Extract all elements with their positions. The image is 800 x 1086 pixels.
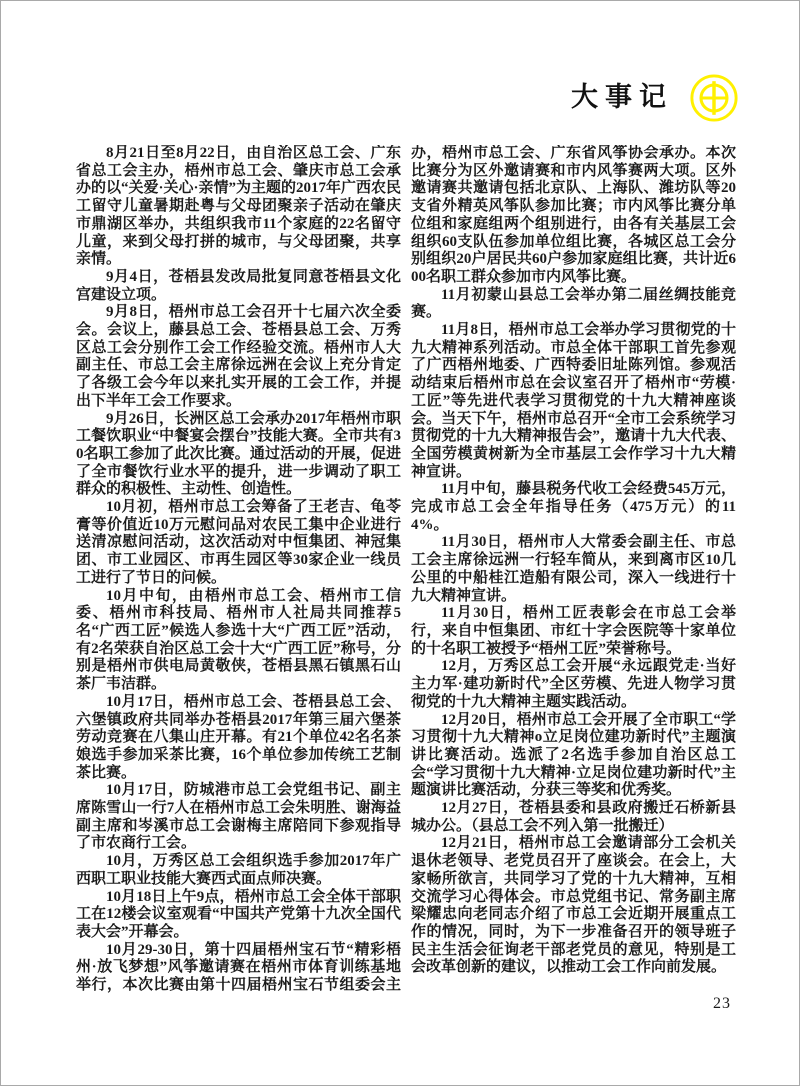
paragraph: 10月17日，防城港市总工会党组书记、副主席陈雪山一行7人在梧州市总工会朱明胜、谢海益副主席和岑溪市总工会谢梅主席陪同下参观指导了市农商行工会。 (76, 782, 401, 852)
paragraph: 12月，万秀区总工会开展“永远跟党走·当好主力军·建功新时代”全区劳模、先进人物学习贯彻党的十九大精神主题实践活动。 (411, 658, 736, 710)
paragraph: 10月初，梧州市总工会筹备了王老吉、龟苓膏等价值近10万元慰问品对农民工集中企业进行送清凉慰问活动，这次活动对中恒集团、神冠集团、市工业园区、市再生园区等30家企业一线员工进行了节日的问候。 (76, 499, 401, 586)
paragraph: 10月17日，梧州市总工会、苍梧县总工会、六堡镇政府共同举办苍梧县2017年第三届六堡茶劳动竞赛在八集山庄开幕。有21个单位42名名茶娘选手参加采茶比赛，16个单位参加传统工艺制茶比赛。 (76, 693, 401, 781)
union-emblem-icon (689, 73, 739, 123)
paragraph: 11月30日，梧州工匠表彰会在市总工会举行，来自中恒集团、市红十字会医院等十家单位的十名职工被授予“梧州工匠”荣誉称号。 (411, 605, 736, 657)
paragraph: 9月4日，苍梧县发改局批复同意苍梧县文化宫建设立项。 (76, 268, 401, 303)
paragraph: 11月30日，梧州市人大常委会副主任、市总工会主席徐远洲一行轻车简从，来到离市区10几公里的中船桂江造船有限公司，深入一线进行十九大精神宣讲。 (411, 534, 736, 604)
paragraph: 9月26日，长洲区总工会承办2017年梧州市职工餐饮职业“中餐宴会摆台”技能大赛。全市共有30名职工参加了此次比赛。通过活动的开展，促进了全市餐饮行业水平的提升，进一步调动了职工群众的积极性、主动性、创造性。 (76, 410, 401, 498)
article-body (76, 145, 736, 997)
paragraph: 12月20日，梧州市总工会开展了全市职工“学习贯彻十九大精神o立足岗位建功新时代”主题演讲比赛活动。选派了2名选手参加自治区总工会“学习贯彻十九大精神·立足岗位建功新时代”主题演讲比赛活动，分获三等奖和优秀奖。 (411, 711, 736, 799)
paragraph: 11月8日，梧州市总工会举办学习贯彻党的十九大精神系列活动。市总全体干部职工首先参观了广西梧州地委、广西特委旧址陈列馆。参观活动结束后梧州市总在会议室召开了梧州市“劳模·工匠”等先进代表学习贯彻党的十九大精神座谈会。当天下午，梧州市总召开“全市工会系统学习贯彻党的十九大精神报告会”，邀请十九大代表、全国劳模黄树新为全市基层工会作学习十九大精神宣讲。 (411, 322, 736, 480)
paragraph: 11月中旬，藤县税务代收工会经费545万元，完成市总工会全年指导任务（475万元）的114%。 (411, 481, 736, 533)
paragraph: 8月21日至8月22日，由自治区总工会、广东省总工会主办，梧州市总工会、肇庆市总工会承办的以“关爱·关心·亲情”为主题的2017年广西农民工留守儿童暑期赴粤与父母团聚亲子活动在肇庆市鼎湖区举办，共组织我市11个家庭的22名留守儿童，来到父母打拼的城市，与父母团聚，共享亲情。 (76, 145, 402, 268)
page-header (571, 73, 739, 123)
paragraph: 10月中旬，由梧州市总工会、梧州市工信委、梧州市科技局、梧州市人社局共同推荐5名“广西工匠”候选人参选十大“广西工匠”活动，有2名荣获自治区总工会十大“广西工匠”称号，分别是梧州市供电局黄敬侠，苍梧县黑石镇黑石山茶厂韦洁群。 (76, 587, 401, 693)
paragraph: 11月初蒙山县总工会举办第二届丝绸技能竞赛。 (411, 286, 736, 321)
paragraph: 10月29-30日，第十四届梧州宝石节“精彩梧州·放飞梦想”风筝邀请赛在梧州市体育训练基地举行，本次比赛由第十四届梧州宝石节组委会主办，梧州市总工会、广东省风筝协会承办。本次比赛分为区外邀请赛和市内风筝赛两大项。区外邀请赛共邀请包括北京队、上海队、潍坊队等20支省外精英风筝队参加比赛；市内风筝比赛分单位组和家庭组两个组别进行，由各有关基层工会组织60支队伍参加单位组比赛，各城区总工会分别组织20户居民共60户参加家庭组比赛，共计近600名职工群众参加市内风筝比赛。 (76, 145, 736, 994)
page-number: 23 (713, 995, 731, 1012)
paragraph: 12月21日，梧州市总工会邀请部分工会机关退休老领导、老党员召开了座谈会。在会上，大家畅所欲言，共同学习了党的十九大精神，互相交流学习心得体会。市总党组书记、常务副主席梁耀忠向老同志介绍了市总工会近期开展重点工作的情况，同时，为下一步准备召开的领导班子民主生活会征询老干部老党员的意见，特别是工会改革创新的建议，以推动工会工作向前发展。 (411, 835, 736, 976)
paragraph: 10月，万秀区总工会组织选手参加2017年广西职工职业技能大赛西式面点师决赛。 (76, 853, 401, 887)
paragraph: 9月8日，梧州市总工会召开十七届六次全委会。会议上，藤县总工会、苍梧县总工会、万秀区总工会分别作工会工作经验交流。梧州市人大副主任、市总工会主席徐远洲在会议上充分肯定了各级工会今年以来扎实开展的工会工作，并提出下半年工会工作要求。 (76, 304, 401, 409)
paragraph: 10月18日上午9点，梧州市总工会全体干部职工在12楼会议室观看“中国共产党第十九次全国代表大会”开幕会。 (76, 888, 401, 940)
page-title: 大事记 (571, 82, 673, 113)
paragraph: 12月27日，苍梧县委和县政府搬迁石桥新县城办公。（县总工会不列入第一批搬迁） (411, 800, 736, 834)
